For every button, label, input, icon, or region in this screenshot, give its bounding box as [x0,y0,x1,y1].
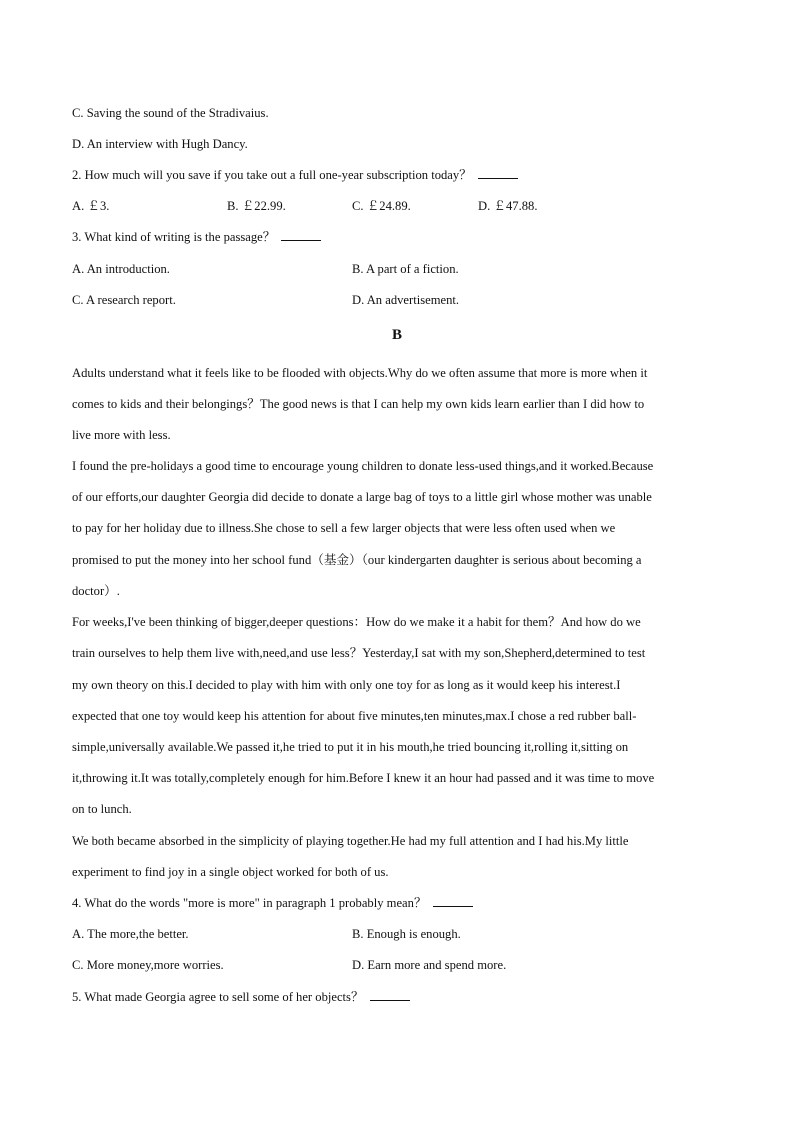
answer-blank [478,167,518,179]
q1-option-d: D. An interview with Hugh Dancy. [72,137,248,151]
passage-line: of our efforts,our daughter Georgia did decide to donate a large bag of toys to a little girl whose mother was unable [72,490,652,504]
answer-blank [433,895,473,907]
section-heading: B [391,327,402,343]
answer-blank [281,229,321,241]
q3-option-b: B. A part of a fiction. [352,262,459,276]
q4-stem [72,895,473,911]
q2-option-b: B. ￡22.99. [227,199,286,213]
passage-line: train ourselves to help them live with,need,and use less？Yesterday,I sat with my son,Shepherd,determined to test [72,646,646,660]
passage-line: comes to kids and their belongings？The good news is that I can help my own kids learn earlier than I did how to [72,397,645,411]
q1-option-c: C. Saving the sound of the Stradivaius. [72,106,269,120]
q5-stem [72,989,410,1005]
passage-line: For weeks,I've been thinking of bigger,deeper questions：How do we make it a habit for them？And how do we [72,615,641,629]
q3-option-d: D. An advertisement. [352,293,460,307]
q2-option-c: C. ￡24.89. [352,199,411,213]
passage-line: Adults understand what it feels like to be flooded with objects.Why do we often assume that more is more when it [72,366,648,380]
passage-line: doctor）. [72,584,120,598]
passage-line: live more with less. [72,428,171,442]
q4-option-c: C. More money,more worries. [72,958,224,972]
q4-stem-text: 4. What do the words "more is more" in paragraph 1 probably mean？ [72,896,427,910]
q5-stem-text: 5. What made Georgia agree to sell some of her objects？ [72,990,364,1004]
q2-stem [72,167,518,183]
q4-option-d: D. Earn more and spend more. [352,958,507,972]
q2-option-d: D. ￡47.88. [478,199,538,213]
passage-line: I found the pre-holidays a good time to encourage young children to donate less-used things,and it worked.Because [72,459,654,473]
q3-stem [72,229,321,245]
passage-line: my own theory on this.I decided to play with him with only one toy for as long as it would keep his interest.I [72,678,621,692]
q3-option-c: C. A research report. [72,293,176,307]
q3-option-a: A. An introduction. [72,262,170,276]
q2-option-a: A. ￡3. [72,199,110,213]
passage-line: promised to put the money into her school fund（基金）（our kindergarten daughter is serious about becoming a [72,553,642,567]
q2-stem-text: 2. How much will you save if you take out a full one-year subscription today？ [72,168,472,182]
passage-line: We both became absorbed in the simplicity of playing together.He had my full attention and I had his.My little [72,834,629,848]
passage-line: it,throwing it.It was totally,completely enough for him.Before I knew it an hour had passed and it was time to move [72,771,655,785]
passage-line: to pay for her holiday due to illness.She chose to sell a few larger objects that were less often used when we [72,521,616,535]
q4-option-a: A. The more,the better. [72,927,189,941]
passage-line: experiment to find joy in a single object worked for both of us. [72,865,389,879]
q4-option-b: B. Enough is enough. [352,927,461,941]
q3-stem-text: 3. What kind of writing is the passage？ [72,230,276,244]
answer-blank [370,989,410,1001]
passage-line: on to lunch. [72,802,132,816]
passage-line: simple,universally available.We passed it,he tried to put it in his mouth,he tried bouncing it,rolling it,sitting on [72,740,629,754]
passage-line: expected that one toy would keep his attention for about five minutes,ten minutes,max.I chose a red rubber ball- [72,709,637,723]
